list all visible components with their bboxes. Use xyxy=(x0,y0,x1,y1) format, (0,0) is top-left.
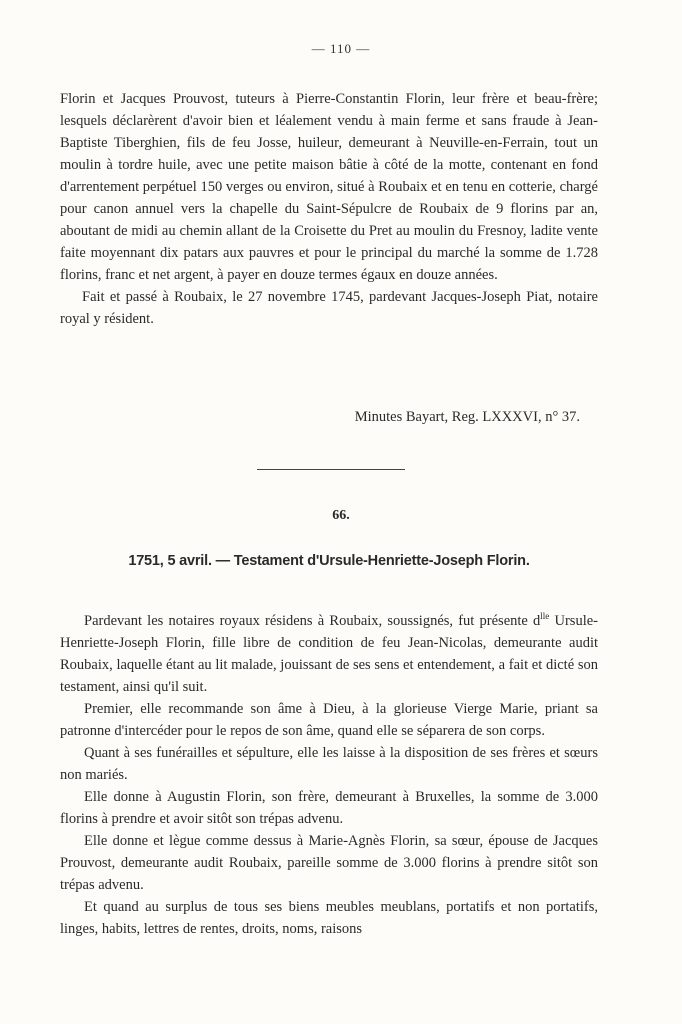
page-number: — 110 — xyxy=(311,41,371,56)
paragraph: Elle donne et lègue comme dessus à Marie-Agnès Florin, sa sœur, épouse de Jacques Prouvost, demeurante audit Roubaix, pareille somme de 3.000 florins à prendre sitôt son trépas advenu. xyxy=(60,832,598,893)
paragraph: Elle donne à Augustin Florin, son frère, demeurant à Bruxelles, la somme de 3.000 florins à prendre et avoir sitôt son trépas advenu. xyxy=(60,788,598,827)
paragraph: Fait et passé à Roubaix, le 27 novembre 1745, pardevant Jacques-Joseph Piat, notaire royal y résident. xyxy=(60,289,598,327)
paragraph: Et quand au surplus de tous ses biens meubles meublans, portatifs et non portatifs, linges, habits, lettres de rentes, droits, noms, raisons xyxy=(60,898,598,937)
document-heading: 1751, 5 avril. — Testament d'Ursule-Henriette-Joseph Florin. xyxy=(128,553,530,569)
section-divider xyxy=(257,469,405,470)
paragraph: Pardevant les notaires royaux résidens à Roubaix, soussignés, fut présente $d^{lle}$ Ursule-Henriette-Joseph Florin, fille libre de condition de feu Jean-Nicolas, demeurante audit Roubaix, laquelle étant au lit malade, jouissant de ses sens et entendement, a fait et dicté son testament, ainsi qu'il suit. xyxy=(60,611,598,695)
bottom-text-block xyxy=(60,605,598,940)
paragraph: Premier, elle recommande son âme à Dieu, à la glorieuse Vierge Marie, priant sa patronne d'intercéder pour le repos de son âme, quand elle se séparera de son corps. xyxy=(60,700,598,739)
document-number: 66. xyxy=(332,508,350,523)
source-reference: Minutes Bayart, Reg. LXXXVI, n° 37. xyxy=(354,409,580,425)
paragraph: Florin et Jacques Prouvost, tuteurs à Pierre-Constantin Florin, leur frère et beau-frère; lesquels déclarèrent d'avoir bien et léalement vendu à main ferme et sans fraude à Jean-Baptiste Tiberghien, fils de feu Josse, huileur, demeurant à Neuville-en-Ferrain, tout un moulin à tordre huile, avec une petite maison bâtie à côté de la motte, contenant en fond d'arrentement perpétuel 150 verges ou environ, situé à Roubaix et en tenu en cotterie, chargé pour canon annuel vers la chapelle du Saint-Sépulcre de Roubaix de 9 florins par an, aboutant de midi au chemin allant de la Croisette du Pret au moulin du Fresnoy, ladite vente faite moyennant dix patars aux pauvres et pour le principal du marché la somme de 1.728 florins, franc et net argent, à payer en douze termes égaux en douze années. xyxy=(60,91,598,283)
top-text-block xyxy=(60,88,598,330)
paragraph: Quant à ses funérailles et sépulture, elle les laisse à la disposition de ses frères et sœurs non mariés. xyxy=(60,744,598,783)
